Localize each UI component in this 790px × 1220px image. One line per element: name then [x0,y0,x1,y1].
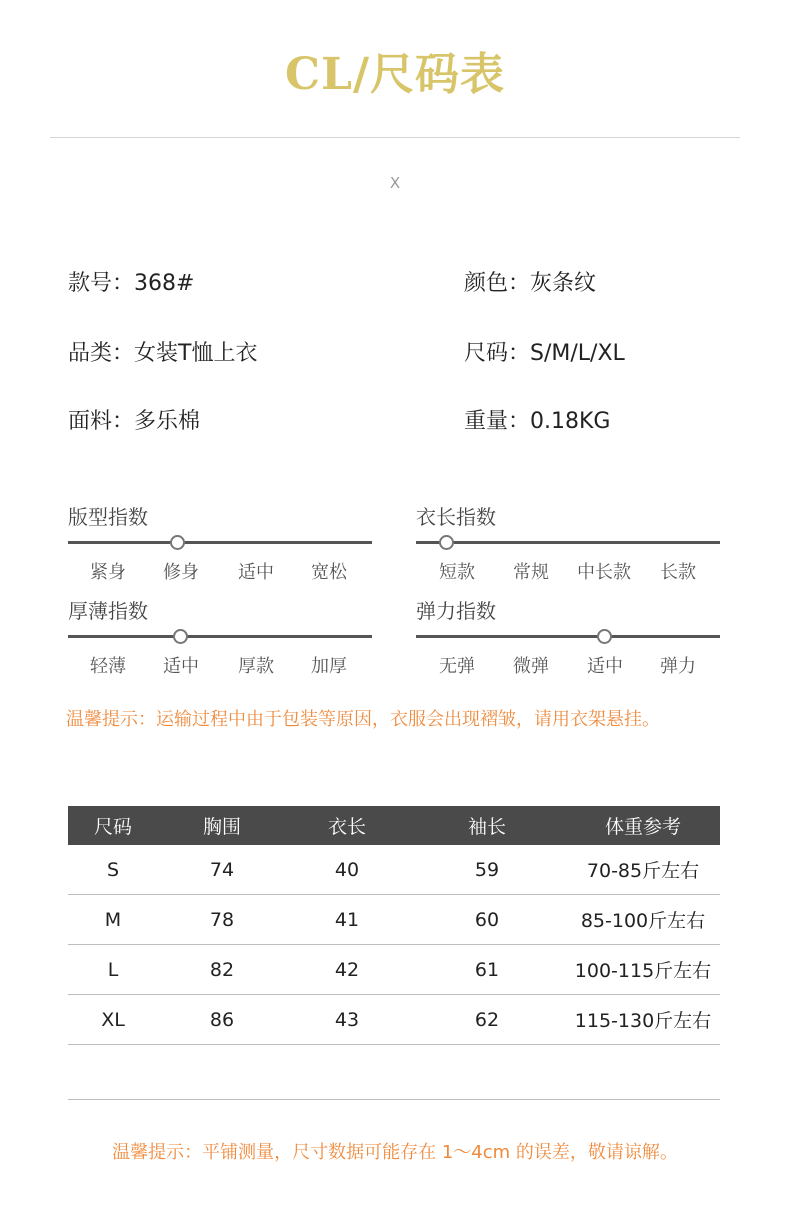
fit-option: 紧身 [90,562,126,583]
style-number: 款号：368# [68,271,195,296]
length-option: 常规 [513,562,549,583]
table-row [68,945,720,995]
table-cell: 61 [408,945,566,995]
table-cell: 115-130斤左右 [566,995,720,1045]
elasticity-index-track [416,635,720,638]
shipping-tip: 温馨提示：运输过程中由于包装等原因，衣服会出现褶皱，请用衣架悬挂。 [66,709,660,730]
table-cell: 78 [158,895,286,945]
size-info: 尺码：S/M/L/XL [464,341,625,366]
table-cell: 41 [286,895,408,945]
elasticity-index-slider [416,597,720,677]
table-cell: 86 [158,995,286,1045]
header-weight: 体重参考 [566,806,720,845]
elasticity-option: 微弹 [513,656,549,677]
header-chest: 胸围 [158,806,286,845]
table-cell: XL [68,995,158,1045]
fit-index-track [68,541,372,544]
elasticity-index-label: 弹力指数 [416,599,496,623]
size-table [68,806,720,1045]
close-icon[interactable]: X [389,174,401,192]
thickness-option: 厚款 [238,656,274,677]
page-title: CL/尺码表 [284,49,506,100]
fit-index-knob [170,535,185,550]
fit-index-slider [68,503,372,583]
header-length: 衣长 [286,806,408,845]
table-cell: 82 [158,945,286,995]
thickness-option: 加厚 [311,656,347,677]
table-cell: 42 [286,945,408,995]
header-sleeve: 袖长 [408,806,566,845]
table-cell: L [68,945,158,995]
elasticity-option: 弹力 [660,656,696,677]
category-info: 品类：女装T恤上衣 [68,341,258,366]
table-cell: 62 [408,995,566,1045]
length-option: 中长款 [577,562,631,583]
table-cell: 74 [158,845,286,895]
length-option: 长款 [660,562,696,583]
measurement-tip: 温馨提示：平铺测量，尺寸数据可能存在 1～4cm 的误差，敬请谅解。 [112,1142,678,1163]
divider [50,137,740,138]
table-cell: 60 [408,895,566,945]
fit-option: 修身 [163,562,199,583]
table-cell: S [68,845,158,895]
thickness-option: 适中 [163,656,199,677]
elasticity-option: 无弹 [439,656,475,677]
length-index-slider [416,503,720,583]
color-info: 颜色：灰条纹 [464,271,597,296]
elasticity-index-knob [597,629,612,644]
length-index-knob [439,535,454,550]
table-header-row [68,806,720,845]
table-cell: 100-115斤左右 [566,945,720,995]
table-cell: 59 [408,845,566,895]
table-cell: 43 [286,995,408,1045]
divider [68,1099,720,1100]
thickness-index-track [68,635,372,638]
length-index-track [416,541,720,544]
thickness-option: 轻薄 [90,656,126,677]
table-row [68,845,720,895]
elasticity-option: 适中 [587,656,623,677]
fit-index-label: 版型指数 [68,505,148,529]
table-cell: 40 [286,845,408,895]
table-row [68,895,720,945]
table-cell: 70-85斤左右 [566,845,720,895]
thickness-index-knob [173,629,188,644]
fit-option: 宽松 [311,562,347,583]
table-row [68,995,720,1045]
fit-option: 适中 [238,562,274,583]
table-cell: M [68,895,158,945]
thickness-index-slider [68,597,372,677]
header-size: 尺码 [68,806,158,845]
thickness-index-label: 厚薄指数 [68,599,148,623]
table-cell: 85-100斤左右 [566,895,720,945]
length-index-label: 衣长指数 [416,505,496,529]
length-option: 短款 [439,562,475,583]
weight-info: 重量：0.18KG [464,409,611,434]
fabric-info: 面料：多乐棉 [68,409,201,434]
